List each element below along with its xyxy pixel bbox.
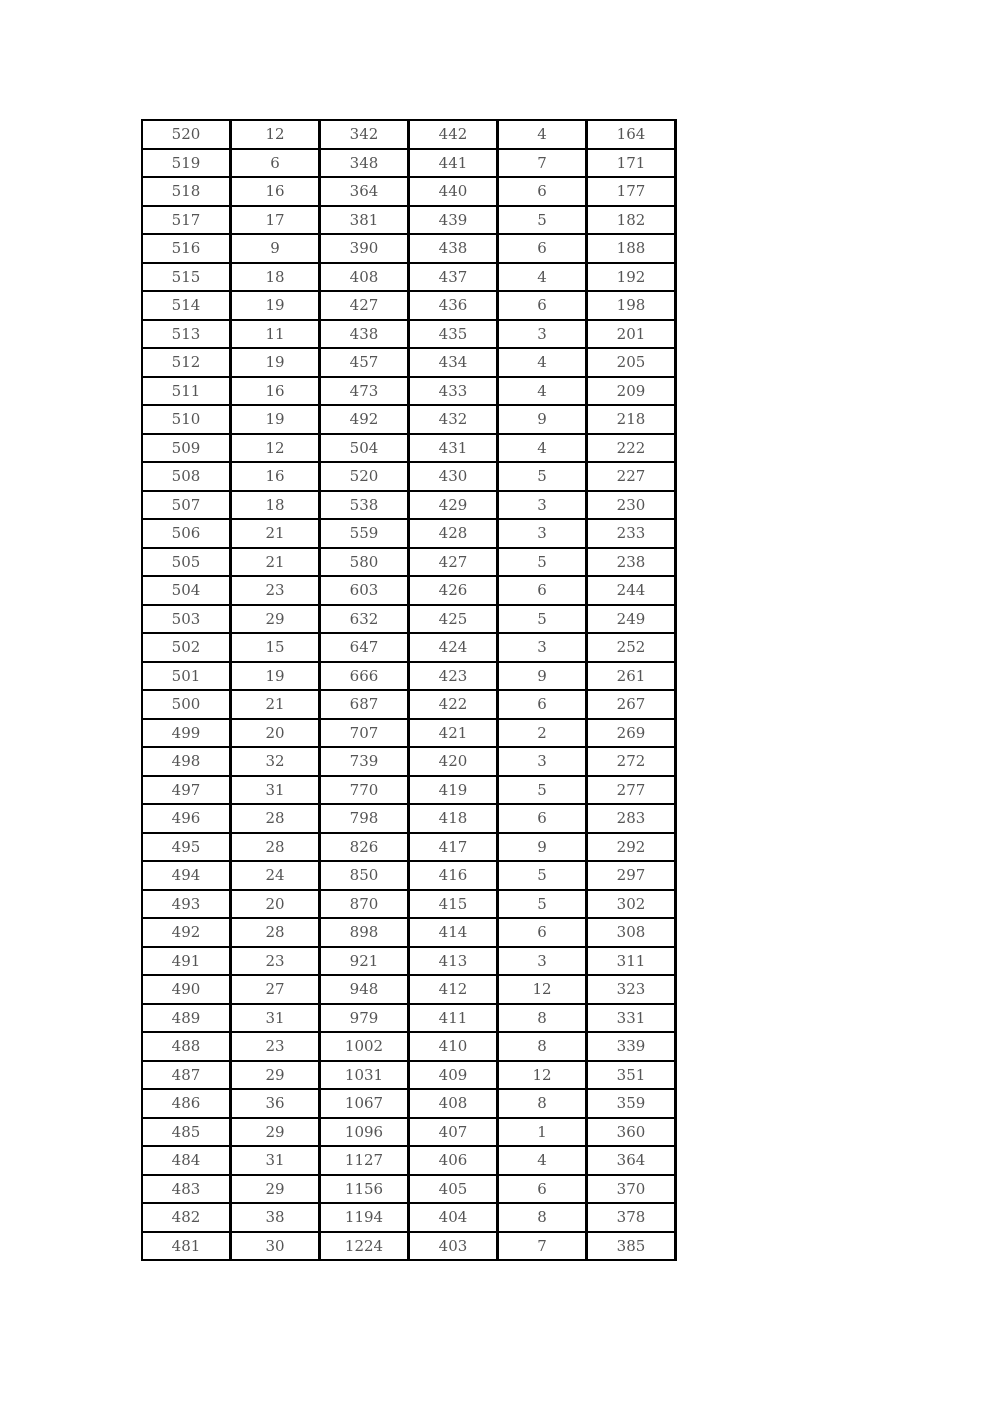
table-cell: 205 (588, 349, 677, 378)
table-cell: 6 (499, 577, 588, 606)
table-cell: 434 (410, 349, 499, 378)
table-cell: 7 (499, 1233, 588, 1262)
table-cell: 514 (143, 292, 232, 321)
table-cell: 308 (588, 919, 677, 948)
table-row (143, 150, 677, 179)
table-cell: 12 (499, 976, 588, 1005)
table-cell: 517 (143, 207, 232, 236)
table-cell: 496 (143, 805, 232, 834)
table-cell: 432 (410, 406, 499, 435)
table-cell: 499 (143, 720, 232, 749)
table-cell: 489 (143, 1005, 232, 1034)
table-cell: 29 (232, 1062, 321, 1091)
table-row (143, 378, 677, 407)
table-cell: 484 (143, 1147, 232, 1176)
table-cell: 436 (410, 292, 499, 321)
table-row (143, 1033, 677, 1062)
table-cell: 440 (410, 178, 499, 207)
table-cell: 24 (232, 862, 321, 891)
table-cell: 485 (143, 1119, 232, 1148)
table-cell: 509 (143, 435, 232, 464)
table-cell: 416 (410, 862, 499, 891)
table-cell: 230 (588, 492, 677, 521)
table-cell: 422 (410, 691, 499, 720)
table-cell: 1156 (321, 1176, 410, 1205)
table-cell: 513 (143, 321, 232, 350)
table-cell: 9 (499, 834, 588, 863)
table-cell: 503 (143, 606, 232, 635)
table-cell: 16 (232, 178, 321, 207)
table-row (143, 549, 677, 578)
table-cell: 5 (499, 891, 588, 920)
table-cell: 31 (232, 1005, 321, 1034)
table-cell: 192 (588, 264, 677, 293)
table-row (143, 207, 677, 236)
table-cell: 438 (321, 321, 410, 350)
table-cell: 501 (143, 663, 232, 692)
table-cell: 17 (232, 207, 321, 236)
table-cell: 493 (143, 891, 232, 920)
table-cell: 441 (410, 150, 499, 179)
table-cell: 603 (321, 577, 410, 606)
table-cell: 424 (410, 634, 499, 663)
table-row (143, 891, 677, 920)
table-cell: 504 (321, 435, 410, 464)
table-cell: 244 (588, 577, 677, 606)
table-cell: 520 (321, 463, 410, 492)
table-cell: 510 (143, 406, 232, 435)
table-cell: 9 (499, 663, 588, 692)
table-cell: 6 (499, 919, 588, 948)
table-cell: 3 (499, 634, 588, 663)
table-cell: 4 (499, 378, 588, 407)
table-row (143, 834, 677, 863)
table-cell: 201 (588, 321, 677, 350)
table-cell: 6 (499, 178, 588, 207)
table-cell: 370 (588, 1176, 677, 1205)
table-row (143, 235, 677, 264)
table-cell: 457 (321, 349, 410, 378)
table-cell: 15 (232, 634, 321, 663)
table-row (143, 435, 677, 464)
table-cell: 6 (499, 691, 588, 720)
table-cell: 5 (499, 606, 588, 635)
table-cell: 426 (410, 577, 499, 606)
table-row (143, 663, 677, 692)
table-cell: 407 (410, 1119, 499, 1148)
table-cell: 6 (499, 235, 588, 264)
table-cell: 381 (321, 207, 410, 236)
table-cell: 283 (588, 805, 677, 834)
table-cell: 339 (588, 1033, 677, 1062)
table-row (143, 1204, 677, 1233)
table-cell: 406 (410, 1147, 499, 1176)
table-cell: 8 (499, 1005, 588, 1034)
table-cell: 1194 (321, 1204, 410, 1233)
table-row (143, 748, 677, 777)
table-cell: 870 (321, 891, 410, 920)
table-cell: 5 (499, 862, 588, 891)
table-cell: 979 (321, 1005, 410, 1034)
table-cell: 492 (143, 919, 232, 948)
table-cell: 16 (232, 378, 321, 407)
table-cell: 488 (143, 1033, 232, 1062)
table-cell: 351 (588, 1062, 677, 1091)
table-cell: 666 (321, 663, 410, 692)
table-cell: 249 (588, 606, 677, 635)
table-cell: 491 (143, 948, 232, 977)
table-cell: 20 (232, 891, 321, 920)
table-cell: 520 (143, 121, 232, 150)
table-cell: 437 (410, 264, 499, 293)
table-cell: 252 (588, 634, 677, 663)
table-cell: 516 (143, 235, 232, 264)
table-cell: 6 (499, 805, 588, 834)
table-cell: 417 (410, 834, 499, 863)
table-cell: 506 (143, 520, 232, 549)
table-row (143, 606, 677, 635)
table-cell: 439 (410, 207, 499, 236)
table-cell: 826 (321, 834, 410, 863)
table-cell: 390 (321, 235, 410, 264)
table-row (143, 406, 677, 435)
table-cell: 538 (321, 492, 410, 521)
table-cell: 1031 (321, 1062, 410, 1091)
table-cell: 408 (410, 1090, 499, 1119)
table-row (143, 121, 677, 150)
table-cell: 238 (588, 549, 677, 578)
table-cell: 12 (232, 121, 321, 150)
table-cell: 19 (232, 292, 321, 321)
table-cell: 412 (410, 976, 499, 1005)
table-cell: 269 (588, 720, 677, 749)
table-row (143, 349, 677, 378)
table-cell: 898 (321, 919, 410, 948)
table-cell: 19 (232, 663, 321, 692)
table-cell: 505 (143, 549, 232, 578)
table-row (143, 1005, 677, 1034)
table-cell: 428 (410, 520, 499, 549)
table-cell: 494 (143, 862, 232, 891)
table-cell: 511 (143, 378, 232, 407)
table-cell: 6 (499, 292, 588, 321)
table-cell: 11 (232, 321, 321, 350)
table-row (143, 292, 677, 321)
table-cell: 559 (321, 520, 410, 549)
table-cell: 423 (410, 663, 499, 692)
table-cell: 4 (499, 349, 588, 378)
table-cell: 404 (410, 1204, 499, 1233)
table-cell: 486 (143, 1090, 232, 1119)
table-row (143, 520, 677, 549)
table-cell: 267 (588, 691, 677, 720)
table-row (143, 948, 677, 977)
table-cell: 31 (232, 1147, 321, 1176)
table-cell: 27 (232, 976, 321, 1005)
table-cell: 4 (499, 435, 588, 464)
table-row (143, 264, 677, 293)
table-cell: 360 (588, 1119, 677, 1148)
score-table (141, 119, 677, 1261)
table-cell: 1224 (321, 1233, 410, 1262)
table-cell: 427 (321, 292, 410, 321)
table-row (143, 976, 677, 1005)
table-cell: 2 (499, 720, 588, 749)
table-cell: 28 (232, 805, 321, 834)
table-row (143, 1090, 677, 1119)
table-cell: 28 (232, 919, 321, 948)
table-cell: 492 (321, 406, 410, 435)
table-cell: 770 (321, 777, 410, 806)
table-cell: 427 (410, 549, 499, 578)
table-row (143, 1233, 677, 1262)
table-cell: 8 (499, 1033, 588, 1062)
table-cell: 495 (143, 834, 232, 863)
table-cell: 518 (143, 178, 232, 207)
table-cell: 18 (232, 264, 321, 293)
table-cell: 515 (143, 264, 232, 293)
table-cell: 198 (588, 292, 677, 321)
table-cell: 4 (499, 121, 588, 150)
table-cell: 29 (232, 1176, 321, 1205)
table-cell: 409 (410, 1062, 499, 1091)
table-cell: 504 (143, 577, 232, 606)
table-cell: 707 (321, 720, 410, 749)
table-cell: 1127 (321, 1147, 410, 1176)
table-row (143, 691, 677, 720)
table-cell: 3 (499, 321, 588, 350)
table-cell: 435 (410, 321, 499, 350)
table-cell: 431 (410, 435, 499, 464)
table-cell: 29 (232, 606, 321, 635)
table-cell: 4 (499, 264, 588, 293)
table-cell: 331 (588, 1005, 677, 1034)
table-row (143, 321, 677, 350)
table-cell: 292 (588, 834, 677, 863)
table-row (143, 777, 677, 806)
table-cell: 359 (588, 1090, 677, 1119)
table-cell: 438 (410, 235, 499, 264)
table-cell: 3 (499, 748, 588, 777)
table-cell: 419 (410, 777, 499, 806)
table-cell: 21 (232, 549, 321, 578)
table-cell: 302 (588, 891, 677, 920)
table-cell: 188 (588, 235, 677, 264)
table-cell: 378 (588, 1204, 677, 1233)
score-table-body (143, 121, 677, 1261)
table-cell: 177 (588, 178, 677, 207)
table-cell: 164 (588, 121, 677, 150)
table-cell: 12 (499, 1062, 588, 1091)
table-cell: 1002 (321, 1033, 410, 1062)
table-cell: 5 (499, 463, 588, 492)
table-row (143, 1176, 677, 1205)
table-cell: 481 (143, 1233, 232, 1262)
table-cell: 6 (499, 1176, 588, 1205)
table-cell: 20 (232, 720, 321, 749)
table-cell: 23 (232, 1033, 321, 1062)
table-cell: 171 (588, 150, 677, 179)
table-row (143, 862, 677, 891)
table-cell: 8 (499, 1204, 588, 1233)
table-cell: 687 (321, 691, 410, 720)
table-cell: 410 (410, 1033, 499, 1062)
table-cell: 21 (232, 691, 321, 720)
table-cell: 21 (232, 520, 321, 549)
table-cell: 233 (588, 520, 677, 549)
table-cell: 19 (232, 349, 321, 378)
table-cell: 413 (410, 948, 499, 977)
table-cell: 19 (232, 406, 321, 435)
table-cell: 6 (232, 150, 321, 179)
table-row (143, 178, 677, 207)
table-cell: 433 (410, 378, 499, 407)
table-cell: 272 (588, 748, 677, 777)
table-cell: 222 (588, 435, 677, 464)
table-cell: 364 (588, 1147, 677, 1176)
table-cell: 311 (588, 948, 677, 977)
table-cell: 9 (499, 406, 588, 435)
table-row (143, 463, 677, 492)
table-cell: 9 (232, 235, 321, 264)
table-cell: 323 (588, 976, 677, 1005)
table-cell: 16 (232, 463, 321, 492)
table-cell: 498 (143, 748, 232, 777)
table-cell: 442 (410, 121, 499, 150)
table-cell: 502 (143, 634, 232, 663)
table-cell: 473 (321, 378, 410, 407)
table-cell: 277 (588, 777, 677, 806)
table-cell: 8 (499, 1090, 588, 1119)
table-cell: 3 (499, 948, 588, 977)
table-cell: 38 (232, 1204, 321, 1233)
table-row (143, 577, 677, 606)
table-cell: 519 (143, 150, 232, 179)
table-row (143, 634, 677, 663)
table-cell: 31 (232, 777, 321, 806)
table-cell: 5 (499, 549, 588, 578)
table-cell: 508 (143, 463, 232, 492)
table-row (143, 919, 677, 948)
table-cell: 12 (232, 435, 321, 464)
table-cell: 261 (588, 663, 677, 692)
table-cell: 29 (232, 1119, 321, 1148)
table-cell: 482 (143, 1204, 232, 1233)
table-row (143, 1062, 677, 1091)
table-cell: 18 (232, 492, 321, 521)
table-cell: 1 (499, 1119, 588, 1148)
table-cell: 385 (588, 1233, 677, 1262)
table-row (143, 720, 677, 749)
table-cell: 30 (232, 1233, 321, 1262)
table-cell: 647 (321, 634, 410, 663)
table-cell: 32 (232, 748, 321, 777)
table-cell: 414 (410, 919, 499, 948)
table-cell: 405 (410, 1176, 499, 1205)
table-cell: 418 (410, 805, 499, 834)
table-cell: 5 (499, 207, 588, 236)
table-cell: 430 (410, 463, 499, 492)
table-cell: 403 (410, 1233, 499, 1262)
table-cell: 36 (232, 1090, 321, 1119)
table-row (143, 1119, 677, 1148)
table-cell: 227 (588, 463, 677, 492)
table-cell: 297 (588, 862, 677, 891)
table-cell: 497 (143, 777, 232, 806)
table-cell: 23 (232, 577, 321, 606)
table-cell: 218 (588, 406, 677, 435)
table-cell: 483 (143, 1176, 232, 1205)
table-cell: 342 (321, 121, 410, 150)
table-cell: 7 (499, 150, 588, 179)
table-cell: 420 (410, 748, 499, 777)
table-cell: 487 (143, 1062, 232, 1091)
table-cell: 28 (232, 834, 321, 863)
table-row (143, 805, 677, 834)
table-cell: 415 (410, 891, 499, 920)
table-cell: 425 (410, 606, 499, 635)
table-cell: 1096 (321, 1119, 410, 1148)
table-cell: 948 (321, 976, 410, 1005)
table-cell: 850 (321, 862, 410, 891)
table-cell: 348 (321, 150, 410, 179)
table-cell: 5 (499, 777, 588, 806)
table-cell: 490 (143, 976, 232, 1005)
table-cell: 500 (143, 691, 232, 720)
table-cell: 798 (321, 805, 410, 834)
table-cell: 23 (232, 948, 321, 977)
table-cell: 3 (499, 520, 588, 549)
table-cell: 209 (588, 378, 677, 407)
table-cell: 739 (321, 748, 410, 777)
table-cell: 364 (321, 178, 410, 207)
table-cell: 429 (410, 492, 499, 521)
table-cell: 182 (588, 207, 677, 236)
table-row (143, 1147, 677, 1176)
table-cell: 411 (410, 1005, 499, 1034)
table-cell: 421 (410, 720, 499, 749)
table-cell: 4 (499, 1147, 588, 1176)
table-cell: 507 (143, 492, 232, 521)
table-row (143, 492, 677, 521)
table-cell: 921 (321, 948, 410, 977)
table-cell: 408 (321, 264, 410, 293)
table-cell: 632 (321, 606, 410, 635)
table-cell: 3 (499, 492, 588, 521)
table-cell: 512 (143, 349, 232, 378)
table-cell: 1067 (321, 1090, 410, 1119)
table-cell: 580 (321, 549, 410, 578)
